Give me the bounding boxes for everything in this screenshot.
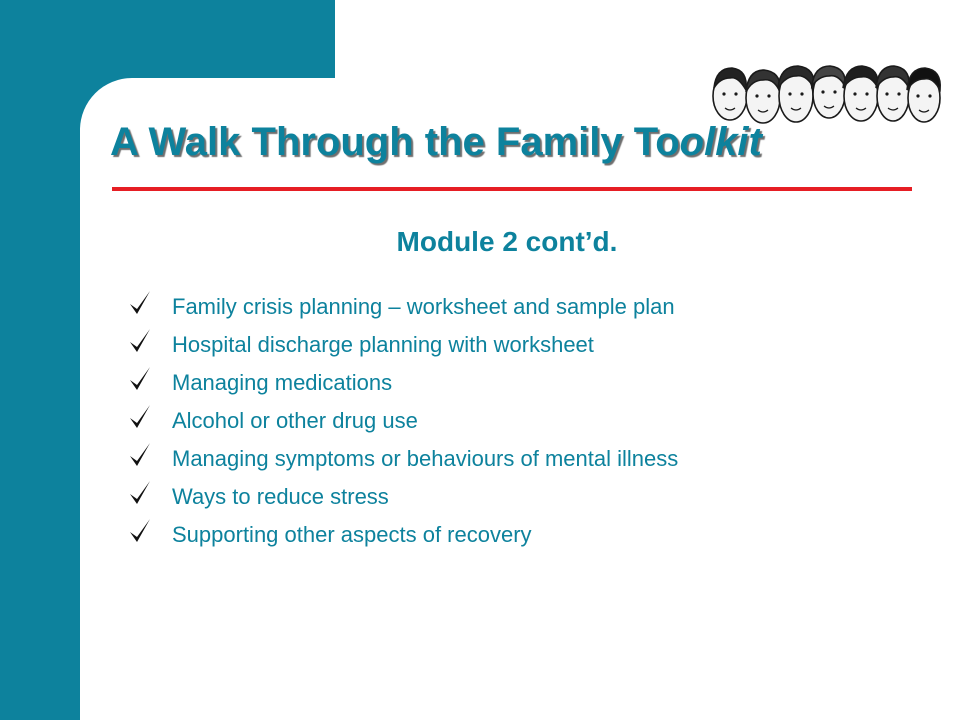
checkmark-icon — [128, 402, 152, 432]
title-italic-tail: olkit — [679, 120, 762, 164]
list-item-text: Family crisis planning – worksheet and sample plan — [172, 294, 675, 319]
list-item-text: Managing medications — [172, 370, 393, 395]
slide-title — [110, 118, 762, 166]
list-item-text: Supporting other aspects of recovery — [172, 522, 532, 547]
checkmark-icon — [128, 440, 152, 470]
checkmark-icon — [128, 516, 152, 546]
list-item-text: Managing symptoms or behaviours of mental illness — [172, 446, 679, 471]
list-item-text: Ways to reduce stress — [172, 484, 389, 509]
checkmark-icon — [128, 478, 152, 508]
checkmark-icon — [128, 326, 152, 356]
title-underline — [112, 187, 912, 191]
checkmark-icon — [128, 364, 152, 394]
title-main: A Walk Through the Family To — [110, 120, 680, 164]
module-subtitle: Module 2 cont’d. — [396, 226, 618, 257]
list-item-text: Alcohol or other drug use — [172, 408, 418, 433]
checkmark-icon — [128, 288, 152, 318]
list-item-text: Hospital discharge planning with worksheet — [172, 332, 594, 357]
